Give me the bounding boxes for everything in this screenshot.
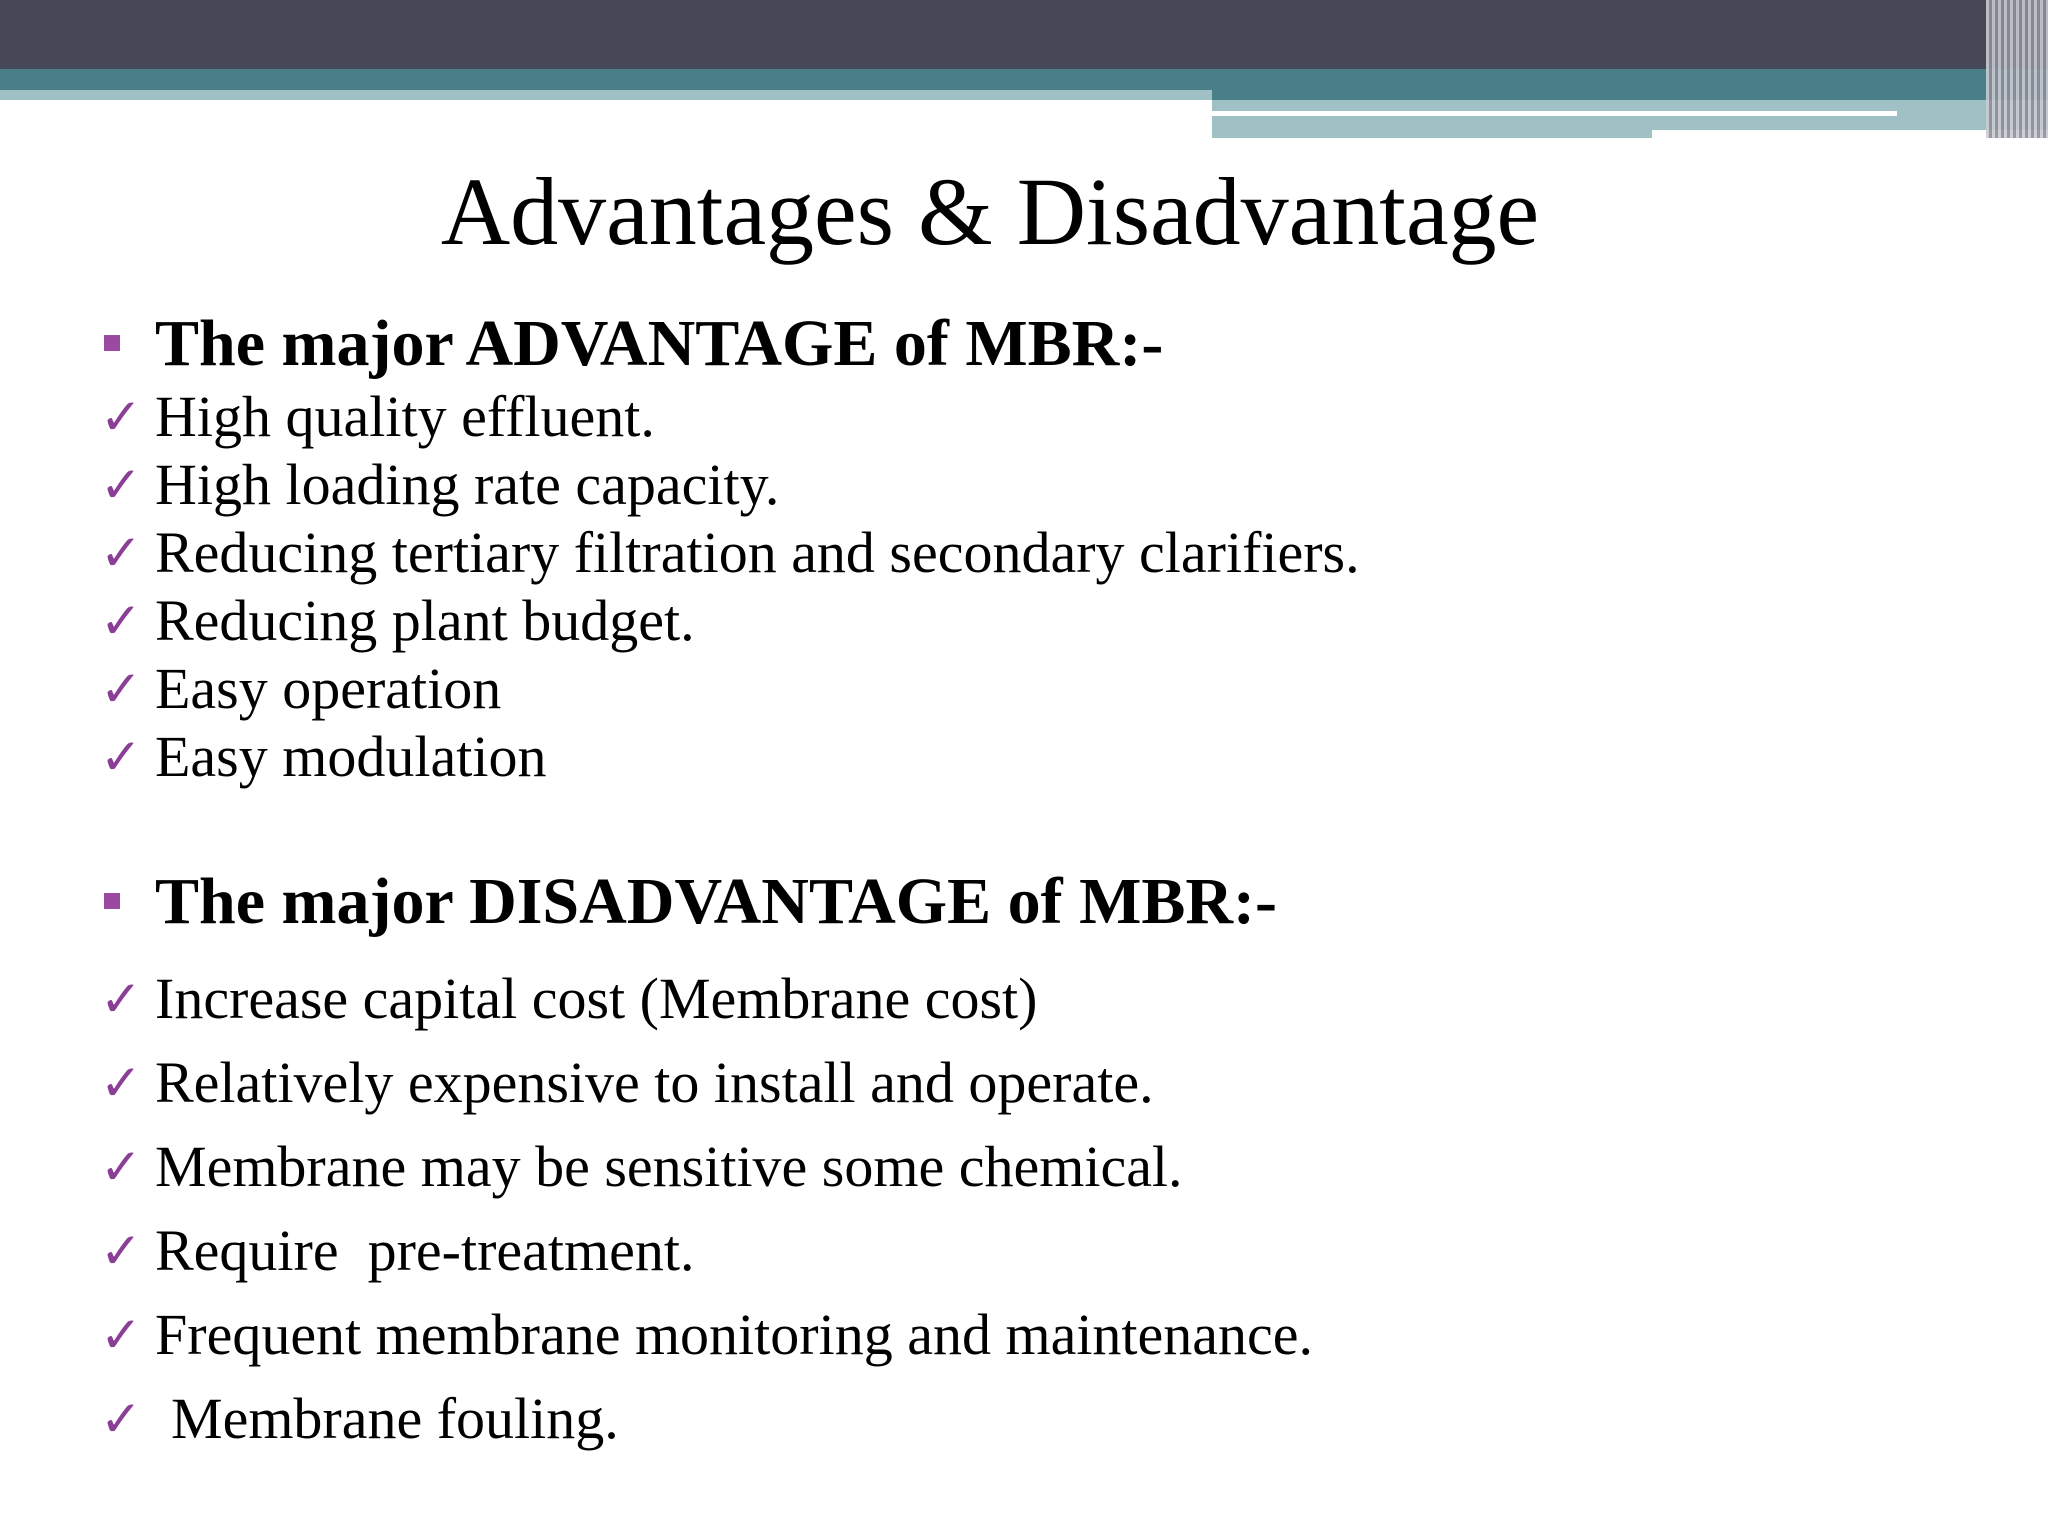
advantage-item-text: High loading rate capacity. <box>155 452 780 517</box>
disadvantage-item <box>100 1041 1950 1125</box>
checkmark-icon: ✓ <box>100 456 142 514</box>
header-stripes <box>1986 0 2048 138</box>
checkmark-icon: ✓ <box>100 728 142 786</box>
advantage-item <box>100 587 1950 655</box>
checkmark-icon: ✓ <box>100 1054 142 1112</box>
advantage-item-text: High quality effluent. <box>155 384 655 449</box>
disadvantages-section <box>100 863 1950 1461</box>
header-band-teal-right <box>1212 90 2048 100</box>
checkmark-icon: ✓ <box>100 592 142 650</box>
disadvantage-item <box>100 1209 1950 1293</box>
advantage-item <box>100 655 1950 723</box>
checkmark-icon: ✓ <box>100 524 142 582</box>
checkmark-icon: ✓ <box>100 1138 142 1196</box>
disadvantage-item-text: Membrane may be sensitive some chemical. <box>155 1134 1183 1199</box>
advantage-item <box>100 519 1950 587</box>
disadvantage-item-text: Membrane fouling. <box>171 1386 619 1451</box>
checkmark-icon: ✓ <box>100 1222 142 1280</box>
header-band-light-left <box>0 90 1212 100</box>
disadvantage-item-text: Require pre-treatment. <box>155 1218 695 1283</box>
disadvantage-item <box>100 1125 1950 1209</box>
disadvantages-heading <box>100 863 1950 941</box>
checkmark-icon: ✓ <box>100 660 142 718</box>
advantage-item <box>100 451 1950 519</box>
checkmark-icon: ✓ <box>100 1390 142 1448</box>
advantage-item <box>100 723 1950 791</box>
advantage-item-text: Easy operation <box>155 656 502 721</box>
header-band-dark <box>0 0 2048 69</box>
header-band-teal <box>0 69 2048 90</box>
slide-body <box>100 305 1950 1461</box>
advantages-section <box>100 305 1950 791</box>
square-bullet-icon <box>104 335 120 351</box>
header-accent-line <box>1212 111 1897 116</box>
slide-title: Advantages & Disadvantage <box>440 158 1540 265</box>
heading-spacer <box>100 941 1950 957</box>
advantage-item-text: Reducing tertiary filtration and secondary clarifiers. <box>155 520 1360 585</box>
advantages-heading <box>100 305 1950 383</box>
disadvantages-heading-text: The major DISADVANTAGE of MBR:- <box>155 865 1277 938</box>
advantage-item-text: Easy modulation <box>155 724 547 789</box>
disadvantage-item-text: Relatively expensive to install and operate. <box>155 1050 1154 1115</box>
checkmark-icon: ✓ <box>100 1306 142 1364</box>
disadvantage-item-text: Frequent membrane monitoring and maintenance. <box>155 1302 1314 1367</box>
square-bullet-icon <box>104 893 120 909</box>
checkmark-icon: ✓ <box>100 388 142 446</box>
advantage-item-text: Reducing plant budget. <box>155 588 695 653</box>
advantage-item <box>100 383 1950 451</box>
advantages-heading-text: The major ADVANTAGE of MBR:- <box>155 307 1164 380</box>
section-spacer <box>100 791 1950 863</box>
disadvantage-item <box>100 1293 1950 1377</box>
checkmark-icon: ✓ <box>100 970 142 1028</box>
disadvantage-item-text: Increase capital cost (Membrane cost) <box>155 966 1038 1031</box>
disadvantage-item <box>100 1377 1950 1461</box>
disadvantage-item <box>100 957 1950 1041</box>
